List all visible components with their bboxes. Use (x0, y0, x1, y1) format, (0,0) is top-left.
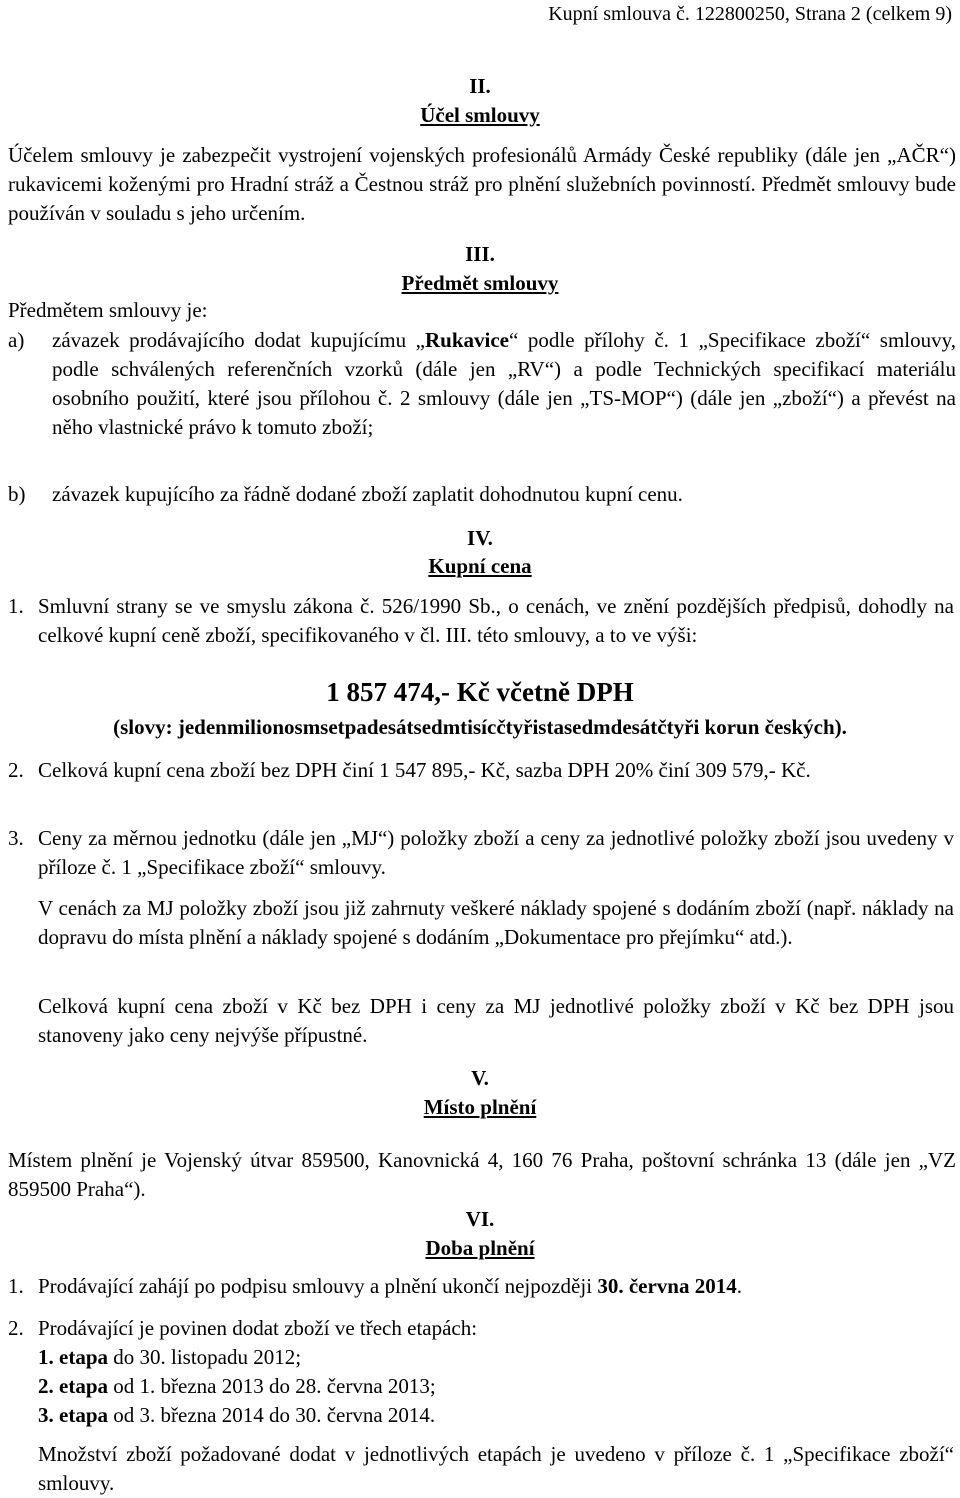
price-item-3-label: 3. (8, 826, 24, 850)
section-3-title: Předmět smlouvy (401, 271, 559, 295)
section-2-title: Účel smlouvy (420, 103, 540, 127)
price-item-3-text: Ceny za měrnou jednotku (dále jen „MJ“) položky zboží a ceny za jednotlivé položky zboží jsou uvedeny v příloze č. 1 „Specifikace zboží“ smlouvy. (38, 826, 954, 879)
item-a-bold: Rukavice (425, 328, 509, 352)
stage-3 (38, 1401, 435, 1430)
term-item-1-pre: Prodávající zahájí po podpisu smlouvy a plnění ukončí nejpozději (38, 1274, 598, 1298)
section-6-number: VI. (465, 1207, 495, 1231)
total-price: 1 857 474,- Kč včetně DPH (326, 677, 634, 707)
term-item-2-paragraph-2: Množství zboží požadované dodat v jednotlivých etapách je uvedeno v příloze č. 1 „Specifikace zboží“ smlouvy. (38, 1442, 954, 1495)
stage-1 (38, 1343, 301, 1372)
section-3-number: III. (465, 242, 495, 266)
section-4-number: IV. (467, 526, 493, 550)
stage-3-label: 3. etapa (38, 1403, 108, 1427)
section-5-number: V. (471, 1066, 489, 1090)
section-2-text: Účelem smlouvy je zabezpečit vystrojení vojenských profesionálů Armády České republiky (dále jen „AČR“) rukavicemi koženými pro Hradní stráž a Čestnou stráž pro plnění služebních povinností. Předmět smlouvy bude používán v souladu s jeho určením. (8, 143, 956, 225)
price-item-1-text: Smluvní strany se ve smyslu zákona č. 526/1990 Sb., o cenách, ve znění pozdějších předpisů, dohodly na celkové kupní ceně zboží, specifikovaného v čl. III. této smlouvy, a to ve výši: (38, 594, 954, 647)
section-3-intro: Předmětem smlouvy je: (8, 298, 208, 322)
term-item-1-text (38, 1272, 954, 1301)
item-b-text: závazek kupujícího za řádně dodané zboží zaplatit dohodnutou kupní cenu. (52, 482, 683, 506)
item-a-text (52, 326, 956, 442)
stage-3-text: od 3. března 2014 do 30. června 2014. (108, 1403, 436, 1427)
section-2-number: II. (469, 74, 491, 98)
stage-1-text: do 30. listopadu 2012; (108, 1345, 302, 1369)
stage-2-label: 2. etapa (38, 1374, 108, 1398)
section-5-text: Místem plnění je Vojenský útvar 859500, Kanovnická 4, 160 76 Praha, poštovní schránka 13 (dále jen „VZ 859500 Praha“). (8, 1148, 956, 1201)
term-item-1-deadline: 30. června 2014 (597, 1274, 737, 1298)
term-item-1-post: . (736, 1274, 742, 1298)
term-item-1-label: 1. (8, 1274, 24, 1298)
term-item-2-label: 2. (8, 1316, 24, 1340)
section-6-title: Doba plnění (425, 1236, 535, 1260)
stage-1-label: 1. etapa (38, 1345, 108, 1369)
item-b-label: b) (8, 482, 26, 506)
price-item-3-paragraph-2: V cenách za MJ položky zboží jsou již zahrnuty veškeré náklady spojené s dodáním zboží (např. náklady na dopravu do místa plnění a náklady spojené s dodáním „Dokumentace pro přejímku“ atd.). (38, 896, 954, 949)
term-item-2-text: Prodávající je povinen dodat zboží ve třech etapách: (38, 1316, 478, 1340)
item-a-post: “ podle přílohy č. 1 „Specifikace zboží“ smlouvy, podle schválených referenčních vzorků (dále jen „RV“) a podle Technických specifikací materiálu osobního použití, které jsou přílohou č. 2 smlouvy (dále jen „TS-MOP“) (dále jen „zboží“) a převést na něho vlastnické právo k tomuto zboží; (52, 328, 957, 439)
section-4-title: Kupní cena (428, 554, 532, 578)
total-price-words: (slovy: jedenmilionosmsetpadesátsedmtisícčtyřistasedmdesátčtyři korun českých). (113, 715, 847, 739)
price-item-2-text: Celková kupní cena zboží bez DPH činí 1 547 895,- Kč, sazba DPH 20% činí 309 579,- Kč. (38, 758, 811, 782)
stage-2 (38, 1372, 436, 1401)
section-5-title: Místo plnění (423, 1095, 537, 1119)
price-item-2-label: 2. (8, 758, 24, 782)
price-item-3-paragraph-3: Celková kupní cena zboží v Kč bez DPH i ceny za MJ jednotlivé položky zboží v Kč bez DPH jsou stanoveny jako ceny nejvýše přípustné. (38, 994, 954, 1047)
stage-2-text: od 1. března 2013 do 28. června 2013; (108, 1374, 436, 1398)
item-a-pre: závazek prodávajícího dodat kupujícímu „ (52, 328, 425, 352)
page-header: Kupní smlouva č. 122800250, Strana 2 (celkem 9) (548, 3, 952, 25)
price-item-1-label: 1. (8, 594, 24, 618)
item-a-label: a) (8, 328, 25, 352)
